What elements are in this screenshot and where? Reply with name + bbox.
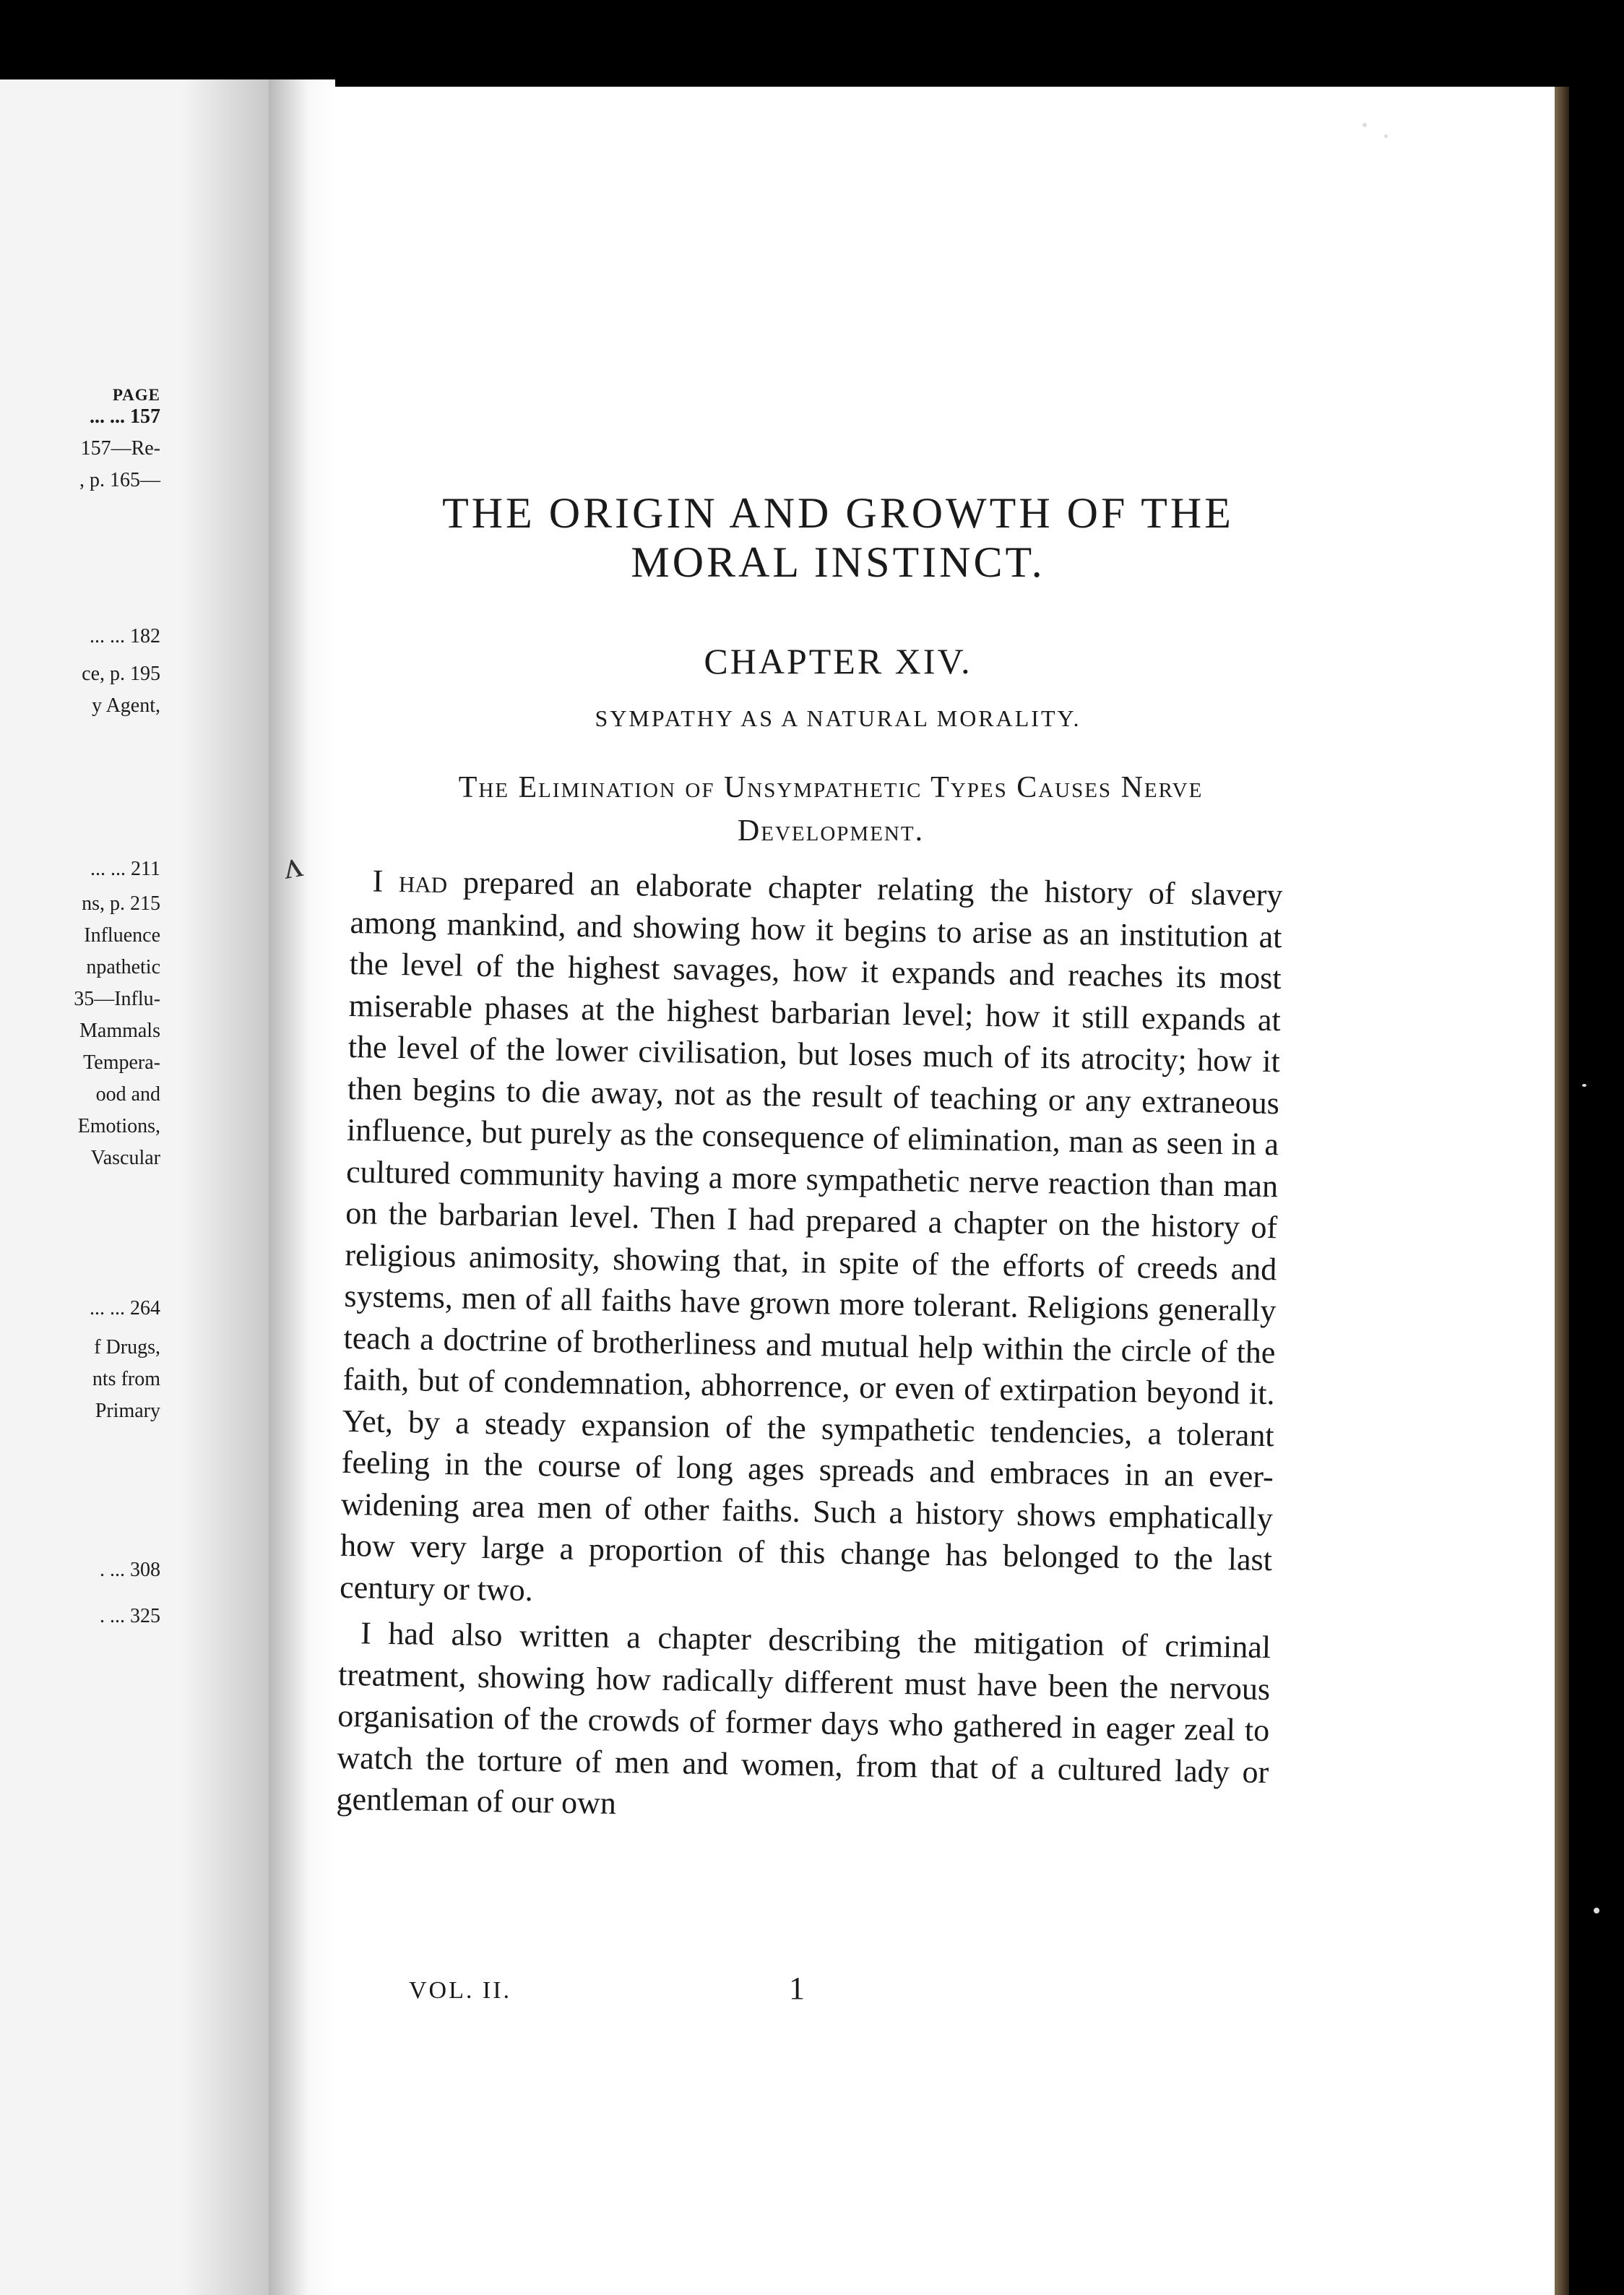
toc-entry-line: ... ... 211 (90, 858, 160, 880)
toc-entry-line: ... ... 182 (90, 625, 160, 647)
book-gutter (269, 79, 335, 2295)
scan-speck (1582, 1084, 1586, 1087)
toc-entry-line: nts from (92, 1368, 160, 1390)
scan-speck (1384, 134, 1388, 138)
book-title-line: THE ORIGIN AND GROWTH OF THE (442, 489, 1234, 537)
toc-entry-line: Tempera- (83, 1051, 160, 1074)
toc-entry-line: . ... 308 (100, 1559, 160, 1581)
toc-entry-line: ce, p. 195 (82, 663, 160, 685)
scan-speck (1362, 123, 1367, 127)
toc-entry-line: ns, p. 215 (82, 892, 160, 915)
book-title-line: MORAL INSTINCT. (631, 538, 1045, 586)
page-number: 1 (789, 1971, 805, 2006)
paragraph: I had also written a chapter describing the mitigation of criminal treatment, showing how radically different must have been the nervous organisation of the crowds of former days who gathered in eager zeal to watch the torture of men and women, from that of a cultured lady or gentleman of our own (336, 1615, 1271, 1821)
paragraph-text: prepared an elaborate chapter relating the history of slavery among mankind, and showing how it begins to arise as an institution at the level of the highest savages, how it expands and reaches its most miserable phases at the highest barbarian level; how it still expands at the level of the lower civilisation, but loses much of its atrocity; how it then begins to die away, not as the result of teaching or any extraneous influence, but purely as the consequence of elimination, man as seen in a cultured community having a more sympathetic nerve reaction than man on the barbarian level. Then I had prepared a chapter on the history of religious animosity, showing that, in spite of the efforts of creeds and systems, men of all faiths have grown more tolerant. Religions generally teach a doctrine of brotherliness and mutual help within the circle of the faith, but of condemnation, abhorrence, or even of extirpation beyond it. Yet, by a steady expansion of the sympathetic tendencies, a tolerant feeling in the course of long ages spreads and embraces in an ever-widening area men of other faiths. Such a history shows emphatically how very large a proportion of this change has belonged to the last century or two. (339, 864, 1283, 1608)
toc-entry-line: ... ... 157 (90, 405, 160, 428)
page-shadow (182, 79, 269, 2295)
toc-entry-line: Influence (84, 924, 160, 947)
toc-entry-line: Emotions, (77, 1115, 160, 1137)
section-heading-line: The Elimination of Unsympathetic Types Causes Nerve (458, 771, 1204, 804)
volume-label: VOL. II. (409, 1977, 512, 2004)
chapter-heading: CHAPTER XIV. (704, 641, 972, 681)
scan-speck (1594, 1908, 1599, 1913)
toc-entry-line: Mammals (79, 1020, 160, 1042)
toc-entry-line: Vascular (90, 1147, 160, 1169)
paragraph (340, 860, 1283, 1622)
toc-entry-line: ood and (95, 1083, 160, 1106)
toc-entry-line: , p. 165— (79, 469, 160, 491)
body-text (336, 860, 1283, 1835)
page-edge (1555, 87, 1569, 2295)
section-heading-line: Development. (737, 814, 925, 848)
section-heading (361, 766, 1300, 853)
toc-entry-line: 35—Influ- (74, 988, 160, 1010)
toc-entry-line: f Drugs, (94, 1336, 160, 1359)
toc-entry-line: Primary (95, 1400, 160, 1422)
book-title (405, 488, 1271, 587)
toc-entry-line: y Agent, (92, 694, 160, 717)
toc-entry-line: . ... 325 (100, 1605, 160, 1627)
margin-pencil-mark: ᴧ (280, 843, 306, 887)
toc-page-header: PAGE (112, 386, 160, 404)
previous-page (0, 79, 269, 2295)
toc-entry-line: 157—Re- (80, 437, 160, 460)
toc-entry-line: ... ... 264 (90, 1297, 160, 1319)
chapter-subtitle: SYMPATHY AS A NATURAL MORALITY. (595, 705, 1081, 731)
toc-entry-line: npathetic (86, 956, 160, 978)
paragraph-lead: I had (372, 863, 448, 900)
